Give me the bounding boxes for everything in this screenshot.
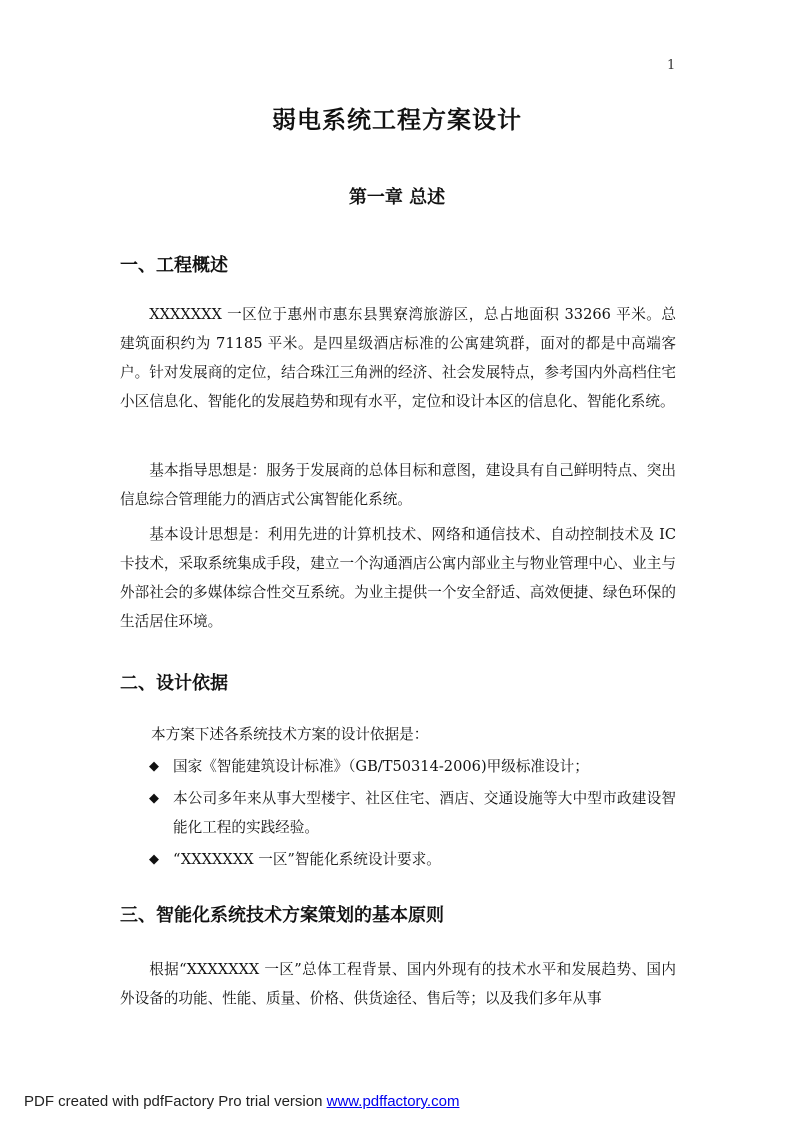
page-number: 1 (667, 58, 676, 73)
overview-paragraph-2: 基本指导思想是：服务于发展商的总体目标和意图，建设具有自己鲜明特点、突出信息综合管理能力的酒店式公寓智能化系统。 (120, 462, 676, 508)
overview-paragraph-3: 基本设计思想是：利用先进的计算机技术、网络和通信技术、自动控制技术及 IC 卡技术，采取系统集成手段，建立一个沟通酒店公寓内部业主与物业管理中心、业主与外部社会的多媒体综合性交互系统。为业主提供一个安全舒适、高效便捷、绿色环保的生活居住环境。 (120, 526, 676, 630)
overview-paragraph-1: XXXXXXX 一区位于惠州市惠东县巽寮湾旅游区，总占地面积 33266 平米。总建筑面积约为 71185 平米。是四星级酒店标准的公寓建筑群，面对的都是中高端客户。针对发展商的定位，结合珠江三角洲的经济、社会发展特点，参考国内外高档住宅小区信息化、智能化的发展趋势和现有水平，定位和设计本区的信息化、智能化系统。 (120, 306, 676, 410)
basis-bullet-text: “XXXXXXX 一区”智能化系统设计要求。 (173, 851, 441, 868)
footer-link[interactable]: www.pdffactory.com (326, 1093, 460, 1110)
diamond-bullet-icon: ◆ (149, 791, 159, 806)
chapter-title: 第一章 总述 (348, 187, 446, 208)
footer-text: PDF created with pdfFactory Pro trial version (24, 1093, 327, 1110)
document-title: 弱电系统工程方案设计 (272, 106, 522, 134)
basis-bullet-item (149, 784, 676, 842)
basis-bullet-text: 国家《智能建筑设计标准》（GB/T50314-2006)甲级标准设计； (173, 758, 589, 775)
diamond-bullet-icon: ◆ (149, 852, 159, 867)
basis-bullet-item (149, 845, 676, 874)
section-heading-principles: 三、智能化系统技术方案策划的基本原则 (120, 905, 444, 926)
basis-bullet-item (149, 752, 676, 781)
basis-intro: 本方案下述各系统技术方案的设计依据是： (151, 726, 429, 743)
section-heading-basis: 二、设计依据 (120, 673, 228, 694)
basis-bullet-text: 本公司多年来从事大型楼宇、社区住宅、酒店、交通设施等大中型市政建设智能化工程的实践经验。 (173, 790, 676, 836)
diamond-bullet-icon: ◆ (149, 759, 159, 774)
section-heading-overview: 一、工程概述 (120, 255, 228, 276)
pdf-footer (24, 1093, 459, 1110)
principles-paragraph-1: 根据“XXXXXXX 一区”总体工程背景、国内外现有的技术水平和发展趋势、国内外设备的功能、性能、质量、价格、供货途径、售后等；以及我们多年从事 (120, 961, 676, 1007)
